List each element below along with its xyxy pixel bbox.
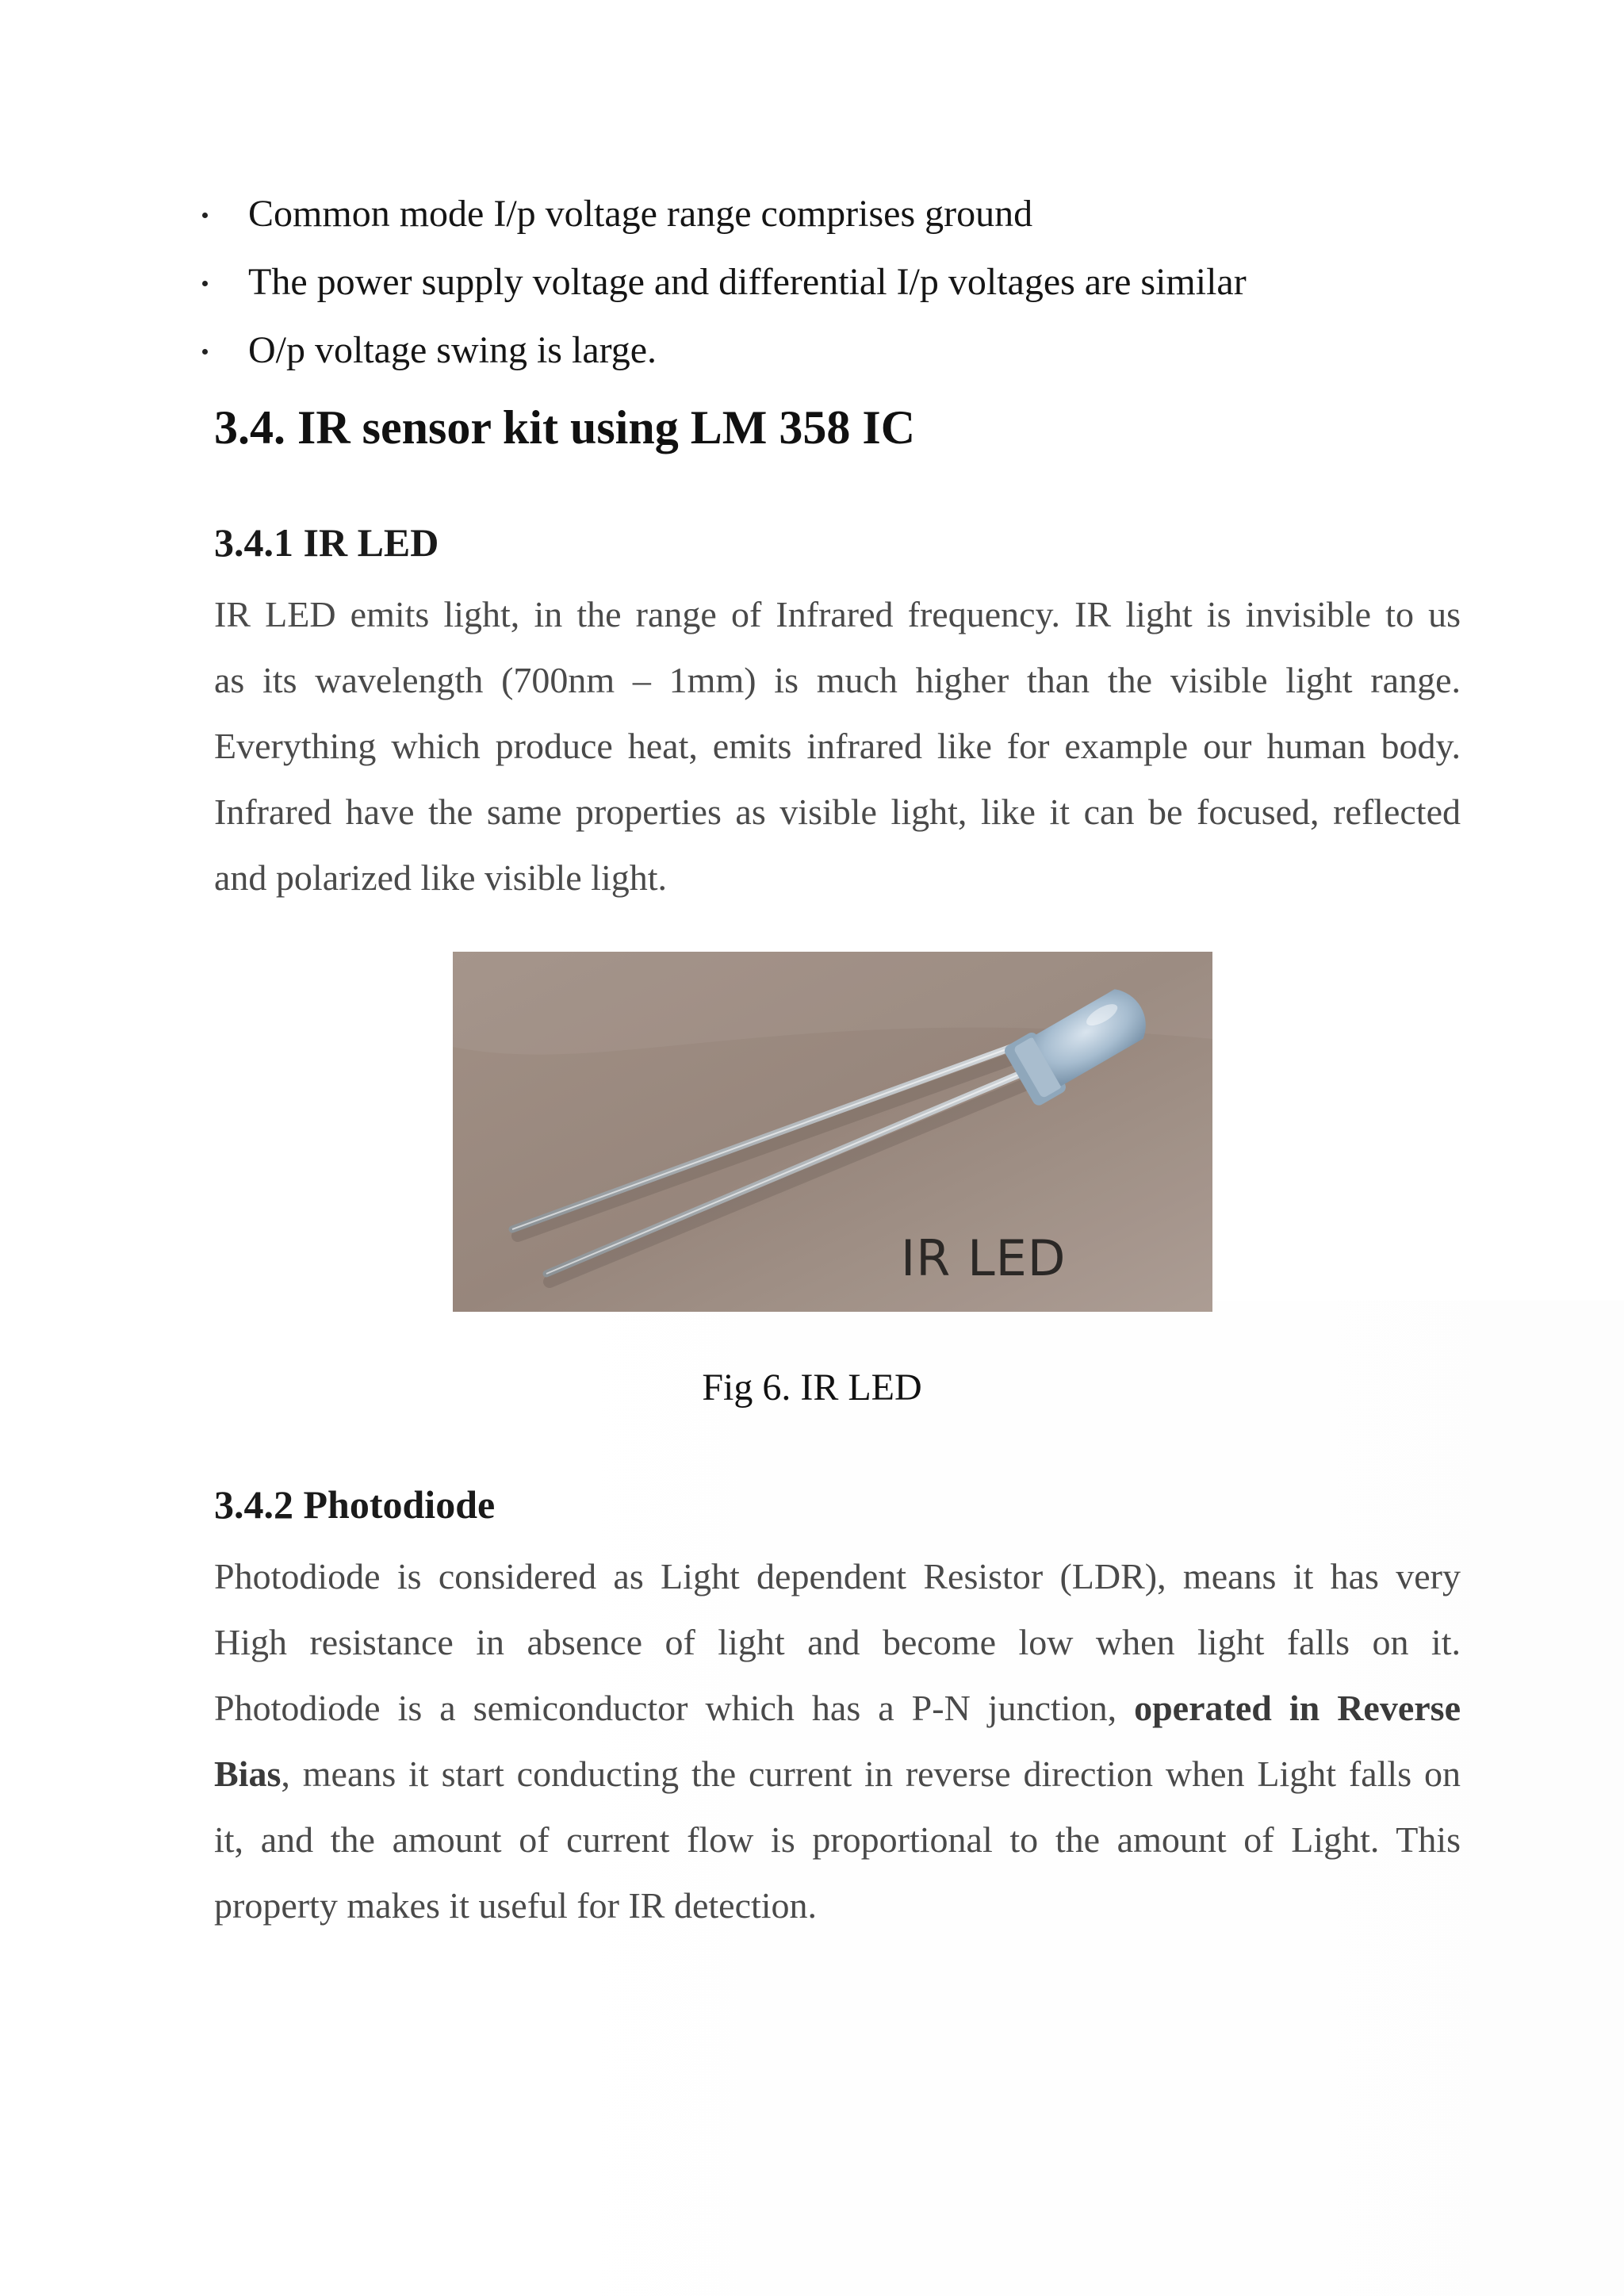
- line-text: Photodiode is a semiconductor which has a P-N junction,: [214, 1688, 1117, 1728]
- bullet-item: [190, 259, 1459, 327]
- paragraph-line: IR LED emits light, in the range of Infrared frequency. IR light is invisible to us: [214, 594, 1461, 634]
- paragraph-line: and polarized like visible light.: [214, 857, 668, 898]
- section-title: 3.4. IR sensor kit using LM 358 IC: [214, 401, 916, 454]
- bold-text: operated in Reverse: [1134, 1688, 1461, 1728]
- bullet-list: [190, 190, 1459, 395]
- paragraph-line: as its wavelength (700nm – 1mm) is much higher than the visible light range.: [214, 660, 1461, 700]
- bullet-icon: [202, 213, 208, 218]
- bullet-text: O/p voltage swing is large.: [248, 329, 657, 371]
- line-text: , means it start conducting the current in reverse direction when Light falls on: [281, 1754, 1461, 1794]
- bullet-item: [190, 190, 1459, 259]
- bullet-icon: [202, 281, 208, 286]
- bullet-text: Common mode I/p voltage range comprises ground: [248, 193, 1033, 235]
- bullet-icon: [202, 349, 208, 355]
- bullet-item: [190, 327, 1459, 395]
- paragraph-line: [214, 1685, 1461, 1732]
- subsection-heading-ir-led: 3.4.1 IR LED: [214, 520, 439, 565]
- paragraph-line: Photodiode is considered as Light dependent Resistor (LDR), means it has very: [214, 1556, 1461, 1596]
- figure-caption: Fig 6. IR LED: [702, 1366, 922, 1409]
- bullet-text: The power supply voltage and differential I/p voltages are similar: [248, 261, 1247, 303]
- photo-label: IR LED: [901, 1229, 1067, 1287]
- page-shading: [449, 1301, 1624, 2296]
- paragraph-line: [214, 1750, 1461, 1798]
- subsection-heading-photodiode: 3.4.2 Photodiode: [214, 1482, 496, 1527]
- paragraph-line: it, and the amount of current flow is proportional to the amount of Light. This: [214, 1819, 1461, 1860]
- paragraph-line: Infrared have the same properties as visible light, like it can be focused, reflected: [214, 792, 1461, 832]
- ir-led-photo: [453, 952, 1212, 1312]
- paragraph-line: High resistance in absence of light and become low when light falls on it.: [214, 1622, 1461, 1662]
- paragraph-line: Everything which produce heat, emits infrared like for example our human body.: [214, 726, 1461, 766]
- bold-text: Bias: [214, 1754, 282, 1794]
- paragraph-line: property makes it useful for IR detection.: [214, 1885, 818, 1926]
